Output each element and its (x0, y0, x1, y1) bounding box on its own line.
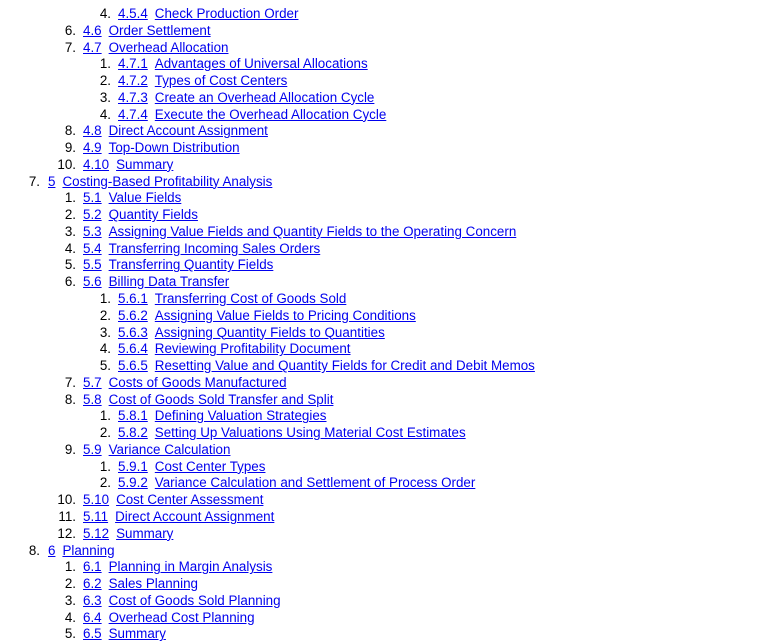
toc-item (0, 157, 759, 174)
toc-item (0, 73, 759, 90)
toc-item (0, 190, 759, 207)
toc-section-title: Costs of Goods Manufactured (108, 374, 287, 390)
toc-section-title: Check Production Order (154, 6, 299, 21)
toc-link[interactable] (118, 341, 351, 358)
toc-section-title: Cost Center Types (154, 458, 266, 474)
toc-link[interactable] (83, 40, 228, 57)
toc-item-number: 2. (99, 307, 111, 323)
toc-section-number: 4.7.4 (118, 106, 148, 122)
toc-link[interactable] (118, 408, 327, 425)
toc-link[interactable] (83, 610, 255, 627)
toc-section-number: 6.1 (83, 559, 102, 575)
toc-section-number: 5.12 (83, 525, 110, 541)
toc-section-title: Cost of Goods Sold Transfer and Split (108, 391, 334, 407)
toc-section-title: Direct Account Assignment (108, 123, 268, 139)
toc-section-number: 4.5.4 (118, 6, 148, 21)
toc-link[interactable] (83, 392, 333, 409)
toc-section-number: 5.3 (83, 223, 102, 239)
toc-link[interactable] (48, 543, 115, 560)
toc-section-number: 5.6.5 (118, 358, 148, 374)
toc-item-number: 3. (99, 89, 111, 105)
toc-link[interactable] (83, 509, 274, 526)
toc-section-title: Order Settlement (108, 22, 211, 38)
toc-section-number: 4.6 (83, 22, 102, 38)
toc-link[interactable] (83, 257, 273, 274)
toc-link[interactable] (118, 425, 466, 442)
toc-section-number: 5.6.2 (118, 307, 148, 323)
toc-item-number: 4. (99, 106, 111, 122)
toc-link[interactable] (83, 492, 263, 509)
toc-link[interactable] (83, 559, 272, 576)
toc-item (0, 593, 759, 610)
toc-item-number: 4. (64, 609, 76, 625)
toc-item-number: 2. (64, 576, 76, 592)
toc-link[interactable] (83, 576, 198, 593)
toc-section-number: 5.9.2 (118, 475, 148, 491)
toc-item-number: 8. (64, 123, 76, 139)
toc-item (0, 509, 759, 526)
toc-item (0, 526, 759, 543)
toc-item-number: 2. (99, 425, 111, 441)
toc-section-number: 4.7.2 (118, 73, 148, 89)
toc-section-number: 4.7.3 (118, 89, 148, 105)
toc-item (0, 224, 759, 241)
toc-section-title: Execute the Overhead Allocation Cycle (154, 106, 387, 122)
toc-link[interactable] (83, 123, 268, 140)
toc-item (0, 543, 759, 560)
toc-section-title: Cost of Goods Sold Planning (108, 592, 281, 608)
toc-section-title: Variance Calculation and Settlement of Process Order (154, 475, 476, 491)
toc-item-number: 7. (28, 173, 40, 189)
toc-link[interactable] (118, 308, 416, 325)
toc-item (0, 90, 759, 107)
toc-item (0, 459, 759, 476)
toc-item (0, 207, 759, 224)
toc-item (0, 257, 759, 274)
toc-section-number: 5.11 (83, 508, 109, 524)
toc-section-title: Planning (62, 542, 115, 558)
toc-item-number: 5. (64, 257, 76, 273)
toc-item (0, 610, 759, 627)
toc-item-number: 4. (99, 341, 111, 357)
toc-section-title: Billing Data Transfer (108, 274, 230, 290)
toc-link[interactable] (83, 274, 229, 291)
toc-item-number: 2. (64, 207, 76, 223)
toc-section-title: Setting Up Valuations Using Material Cost Estimates (154, 425, 466, 441)
toc-section-number: 4.7.1 (118, 56, 148, 72)
toc-section-title: Variance Calculation (108, 441, 231, 457)
toc-section-title: Types of Cost Centers (154, 73, 288, 89)
toc-section-number: 5.6.1 (118, 291, 148, 307)
toc-item-number: 8. (28, 542, 40, 558)
toc-link[interactable] (83, 626, 166, 643)
toc-item-number: 1. (64, 559, 76, 575)
toc-section-number: 5.9.1 (118, 458, 148, 474)
toc-item-number: 2. (99, 73, 111, 89)
toc-section-title: Create an Overhead Allocation Cycle (154, 89, 375, 105)
toc-section-title: Transferring Incoming Sales Orders (108, 240, 321, 256)
toc-item-number: 7. (64, 39, 76, 55)
toc-item-number: 10. (57, 156, 76, 172)
toc-section-title: Costing-Based Profitability Analysis (62, 173, 273, 189)
toc-item-number: 12. (57, 525, 76, 541)
toc-section-title: Overhead Cost Planning (108, 609, 255, 625)
toc-link[interactable] (83, 375, 287, 392)
toc-link[interactable] (83, 157, 173, 174)
toc-section-number: 4.7 (83, 39, 102, 55)
toc-item (0, 408, 759, 425)
toc-section-number: 4.8 (83, 123, 102, 139)
toc-link[interactable] (83, 593, 281, 610)
toc-section-title: Planning in Margin Analysis (108, 559, 273, 575)
toc-item-number: 3. (99, 324, 111, 340)
toc-section-title: Defining Valuation Strategies (154, 408, 327, 424)
toc-section-number: 5.6.3 (118, 324, 148, 340)
toc-section-title: Direct Account Assignment (115, 508, 275, 524)
toc-link[interactable] (83, 190, 181, 207)
toc-item-number: 5. (99, 358, 111, 374)
table-of-contents (0, 6, 759, 643)
toc-link[interactable] (83, 241, 320, 258)
toc-link[interactable] (83, 526, 173, 543)
toc-item-number: 11. (58, 508, 76, 524)
toc-item-number: 9. (64, 441, 76, 457)
toc-section-title: Top-Down Distribution (108, 140, 240, 156)
toc-link[interactable] (118, 475, 475, 492)
toc-item (0, 341, 759, 358)
toc-item-number: 1. (99, 408, 111, 424)
toc-link[interactable] (118, 325, 385, 342)
toc-item-number: 1. (99, 291, 111, 307)
toc-item (0, 492, 759, 509)
toc-section-number: 5 (48, 173, 56, 189)
toc-link[interactable] (118, 6, 298, 23)
toc-item-number: 4. (64, 240, 76, 256)
toc-section-number: 6.5 (83, 626, 102, 642)
toc-item (0, 392, 759, 409)
toc-item (0, 56, 759, 73)
toc-section-number: 5.1 (83, 190, 102, 206)
toc-section-title: Overhead Allocation (108, 39, 229, 55)
toc-section-number: 6.4 (83, 609, 102, 625)
toc-item-number: 1. (99, 458, 111, 474)
toc-section-title: Quantity Fields (108, 207, 198, 223)
toc-item (0, 107, 759, 124)
toc-section-number: 5.8.2 (118, 425, 148, 441)
toc-item (0, 442, 759, 459)
toc-item-number: 1. (99, 56, 111, 72)
toc-section-title: Resetting Value and Quantity Fields for Credit and Debit Memos (154, 358, 535, 374)
toc-section-title: Summary (108, 626, 166, 642)
toc-section-number: 5.6 (83, 274, 102, 290)
toc-item (0, 23, 759, 40)
toc-item-number: 3. (64, 223, 76, 239)
toc-link[interactable] (83, 207, 198, 224)
toc-section-number: 4.10 (83, 156, 110, 172)
toc-section-title: Value Fields (108, 190, 182, 206)
toc-section-number: 5.4 (83, 240, 102, 256)
toc-link[interactable] (83, 224, 516, 241)
toc-item-number: 6. (64, 22, 76, 38)
toc-section-number: 6.3 (83, 592, 102, 608)
toc-link[interactable] (48, 174, 272, 191)
toc-section-title: Assigning Quantity Fields to Quantities (154, 324, 385, 340)
toc-link[interactable] (118, 56, 368, 73)
toc-section-number: 5.10 (83, 492, 110, 508)
toc-link[interactable] (83, 23, 211, 40)
toc-item (0, 425, 759, 442)
toc-item (0, 140, 759, 157)
toc-link[interactable] (118, 358, 535, 375)
toc-item (0, 274, 759, 291)
toc-section-number: 6.2 (83, 576, 102, 592)
toc-link[interactable] (83, 442, 230, 459)
toc-item-number: 6. (64, 274, 76, 290)
toc-section-title: Transferring Quantity Fields (108, 257, 274, 273)
toc-item (0, 174, 759, 191)
toc-section-number: 5.8.1 (118, 408, 148, 424)
toc-item (0, 358, 759, 375)
toc-section-title: Cost Center Assessment (116, 492, 264, 508)
toc-item-number: 5. (64, 626, 76, 642)
toc-item-number: 4. (99, 6, 111, 21)
toc-item-number: 1. (64, 190, 76, 206)
toc-section-title: Assigning Value Fields to Pricing Conditions (154, 307, 416, 323)
toc-link[interactable] (118, 90, 374, 107)
toc-item-number: 8. (64, 391, 76, 407)
toc-section-number: 5.5 (83, 257, 102, 273)
toc-item (0, 626, 759, 643)
toc-item (0, 559, 759, 576)
toc-section-number: 5.9 (83, 441, 102, 457)
toc-item (0, 325, 759, 342)
toc-section-number: 5.6.4 (118, 341, 148, 357)
toc-item (0, 241, 759, 258)
toc-item (0, 308, 759, 325)
toc-item-number: 7. (64, 374, 76, 390)
toc-section-number: 6 (48, 542, 56, 558)
toc-section-number: 5.2 (83, 207, 102, 223)
toc-section-title: Transferring Cost of Goods Sold (154, 291, 347, 307)
toc-link[interactable] (118, 459, 265, 476)
toc-section-title: Advantages of Universal Allocations (154, 56, 368, 72)
toc-item (0, 475, 759, 492)
toc-item (0, 291, 759, 308)
toc-section-number: 5.8 (83, 391, 102, 407)
toc-item-number: 10. (57, 492, 76, 508)
toc-section-title: Reviewing Profitability Document (154, 341, 351, 357)
toc-section-number: 4.9 (83, 140, 102, 156)
toc-item (0, 40, 759, 57)
toc-item (0, 6, 759, 23)
toc-item (0, 375, 759, 392)
toc-item (0, 123, 759, 140)
toc-link[interactable] (118, 291, 346, 308)
toc-link[interactable] (118, 107, 386, 124)
toc-item (0, 576, 759, 593)
toc-section-title: Sales Planning (108, 576, 198, 592)
toc-item-number: 9. (64, 140, 76, 156)
toc-section-title: Summary (116, 525, 174, 541)
toc-item-number: 3. (64, 592, 76, 608)
toc-item-number: 2. (99, 475, 111, 491)
toc-section-title: Summary (116, 156, 174, 172)
toc-section-number: 5.7 (83, 374, 102, 390)
toc-link[interactable] (83, 140, 240, 157)
toc-section-title: Assigning Value Fields and Quantity Fields to the Operating Concern (108, 223, 517, 239)
toc-link[interactable] (118, 73, 287, 90)
